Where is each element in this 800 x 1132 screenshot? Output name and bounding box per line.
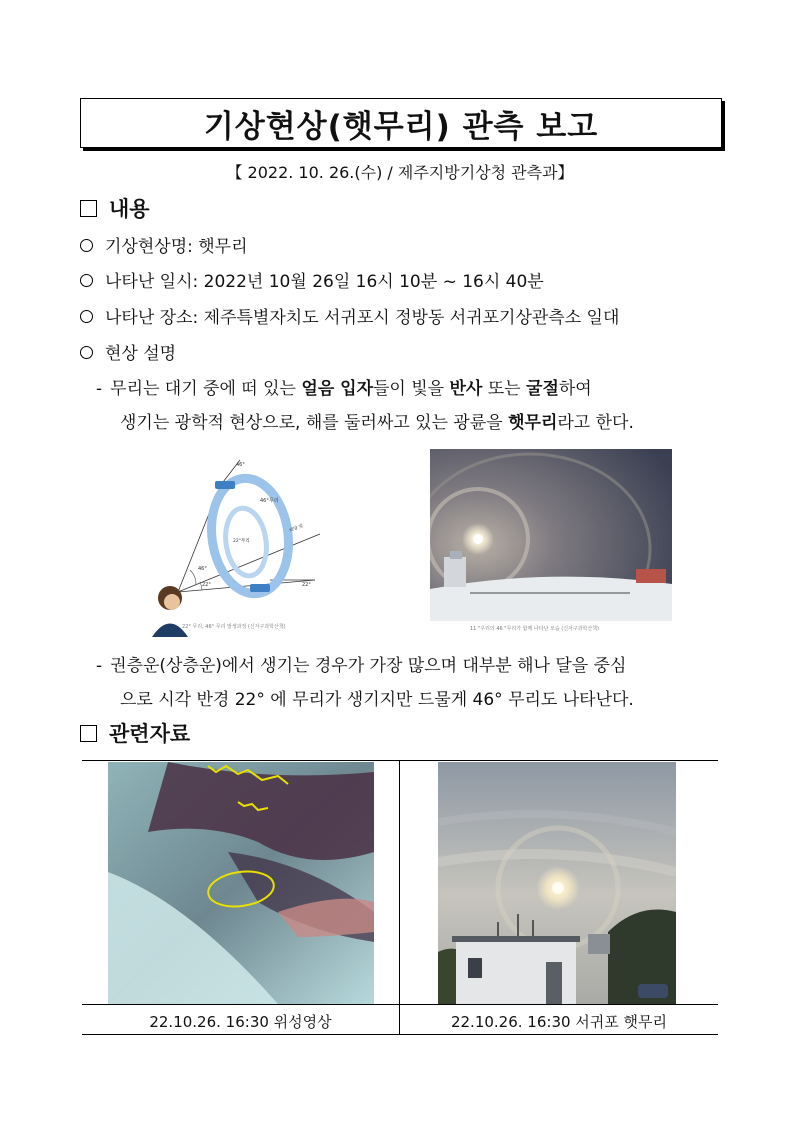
- dash-mark: -: [96, 379, 103, 399]
- description-paragraph-2-line2: [120, 685, 634, 710]
- ice-crystal-icon: [215, 481, 235, 489]
- seogwipo-halo-photo: [438, 762, 676, 1004]
- ice-crystal-icon: [250, 584, 270, 592]
- text-run: 무리는 대기 중에 떠 있는: [110, 379, 302, 399]
- halo-diagram-svg: [140, 452, 345, 637]
- sun-disc: [473, 534, 483, 544]
- snow-ground: [430, 577, 672, 621]
- label-22-degree: 22°: [202, 582, 211, 588]
- table-bottom-border: [82, 1034, 718, 1035]
- photo-caption: 11 "우리의 46 "무리가 함께 나타난 모습 (신자구과학산책): [470, 626, 599, 632]
- bullet-text: 현상 설명: [105, 344, 177, 364]
- circle-bullet-icon: [80, 274, 93, 287]
- bold-term-ice-particles: 얼음 입자: [301, 379, 373, 399]
- description-paragraph-2: [96, 651, 626, 676]
- label-sun-ray: 태양 빛: [288, 523, 305, 534]
- circle-bullet-icon: [80, 310, 93, 323]
- bold-term-refraction: 굴절: [526, 379, 559, 399]
- description-paragraph-1-line2: [120, 408, 634, 433]
- bold-term-reflection: 반사: [449, 379, 483, 399]
- bold-term-sun-halo: 햇무리: [508, 413, 558, 433]
- checkbox-square-icon: [80, 725, 97, 742]
- seogwipo-photo-svg: [438, 762, 676, 1004]
- circle-bullet-icon: [80, 346, 93, 359]
- halo-photo-svg: [430, 449, 672, 621]
- halo-photo: [430, 449, 672, 621]
- parked-car: [638, 984, 668, 998]
- bullet-text: 기상현상명: 햇무리: [105, 237, 248, 257]
- diagram-caption: 22° 무리, 46° 무리 발생과정 (신자구과학산책): [182, 624, 286, 630]
- bullet-phenomenon-name: [80, 232, 248, 257]
- text-run: 라고 한다.: [557, 413, 634, 433]
- background-building: [588, 934, 610, 954]
- label-46-degree-observer: 46°: [198, 566, 207, 572]
- building-roof: [452, 936, 580, 942]
- angle-arc: [190, 570, 196, 585]
- dash-mark: -: [96, 656, 103, 676]
- text-run: 권층운(상층운)에서 생기는 경우가 가장 많으며 대부분 해나 달을 중심: [110, 656, 627, 676]
- text-run: 생기는 광학적 현상으로, 해를 둘러싸고 있는 광륜을: [120, 413, 509, 433]
- section-heading-label: 관련자료: [109, 722, 191, 746]
- section-heading-label: 내용: [109, 197, 150, 221]
- label-46-halo: 46°무리: [260, 498, 279, 504]
- page-title: 기상현상(햇무리) 관측 보고: [203, 108, 599, 145]
- halo-photo-caption: 22.10.26. 16:30 서귀포 햇무리: [450, 1013, 668, 1031]
- description-paragraph-1: [96, 374, 592, 399]
- label-22-degree-right: 22°: [302, 582, 311, 588]
- observatory-building: [444, 557, 466, 587]
- text-run: 하여: [558, 379, 592, 399]
- table-top-border: [82, 760, 718, 761]
- halo-formation-diagram: [140, 452, 345, 637]
- label-22-halo: 22°무리: [233, 539, 250, 544]
- satellite-image: [108, 762, 374, 1004]
- bullet-text: 나타난 일시: 2022년 10월 26일 16시 10분 ~ 16시 40분: [105, 272, 544, 292]
- observatory-dome: [450, 551, 462, 559]
- text-run: 또는: [482, 379, 527, 399]
- table-center-divider: [399, 760, 400, 1034]
- satellite-caption: 22.10.26. 16:30 위성영상: [149, 1013, 332, 1031]
- halo-46-ring: [204, 473, 295, 598]
- sun-disc: [552, 882, 564, 894]
- dateline: 【 2022. 10. 26.(수) / 제주지방기상청 관측과】: [226, 163, 574, 182]
- satellite-svg: [108, 762, 374, 1004]
- circle-bullet-icon: [80, 239, 93, 252]
- observer-face-icon: [164, 594, 180, 610]
- table-mid-border: [82, 1004, 718, 1005]
- bullet-datetime: [80, 267, 544, 292]
- building-door: [546, 962, 562, 1004]
- hut-building: [636, 569, 666, 583]
- text-run: 들이 빛을: [373, 379, 450, 399]
- section-heading-content: [80, 193, 150, 223]
- bullet-text: 나타난 장소: 제주특별자치도 서귀포시 정방동 서귀포기상관측소 일대: [105, 308, 620, 328]
- bullet-location: [80, 303, 619, 328]
- text-run: 으로 시각 반경 22° 에 무리가 생기지만 드물게 46° 무리도 나타난다.: [120, 690, 634, 710]
- building-window: [468, 958, 482, 978]
- checkbox-square-icon: [80, 200, 97, 217]
- label-46-degree: 46°: [236, 462, 245, 468]
- bullet-description: [80, 339, 176, 364]
- title-box: [80, 98, 722, 148]
- section-heading-related: [80, 718, 190, 748]
